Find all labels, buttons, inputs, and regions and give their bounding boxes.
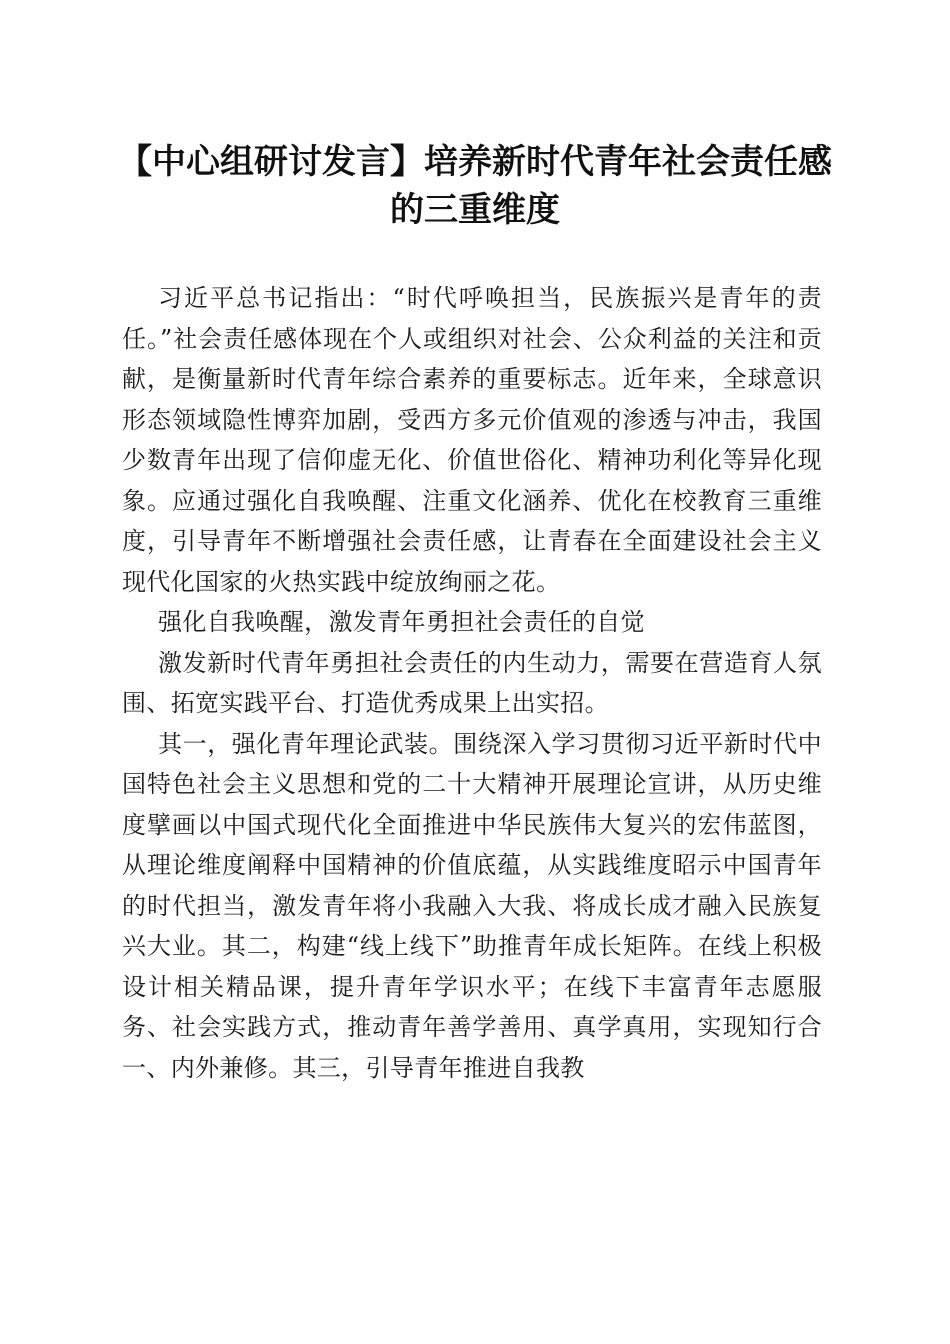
- paragraph-section-lead: 激发新时代青年勇担社会责任的内生动力，需要在营造育人氛围、拓宽实践平台、打造优秀成果上出实招。: [122, 648, 822, 717]
- paragraph-intro: 习近平总书记指出：“时代呼唤担当，民族振兴是青年的责任。”社会责任感体现在个人或组织对社会、公众利益的关注和贡献，是衡量新时代青年综合素养的重要标志。近年来，全球意识形态领域隐性博弈加剧，受西方多元价值观的渗透与冲击，我国少数青年出现了信仰虚无化、价值世俗化、精神功利化等异化现象。应通过强化自我唤醒、注重文化涵养、优化在校教育三重维度，引导青年不断增强社会责任感，让青春在全面建设社会主义现代化国家的火热实践中绽放绚丽之花。: [122, 284, 822, 596]
- paragraph-measures: 其一，强化青年理论武装。围绕深入学习贯彻习近平新时代中国特色社会主义思想和党的二十大精神开展理论宣讲，从历史维度擘画以中国式现代化全面推进中华民族伟大复兴的宏伟蓝图，从理论维度阐释中国精神的价值底蕴，从实践维度昭示中国青年的时代担当，激发青年将小我融入大我、将成长成才融入民族复兴大业。其二，构建“线上线下”助推青年成长矩阵。在线上积极设计相关精品课，提升青年学识水平；在线下丰富青年志愿服务、社会实践方式，推动青年善学善用、真学真用，实现知行合一、内外兼修。其三，引导青年推进自我教: [122, 729, 822, 1082]
- section-heading: 强化自我唤醒，激发青年勇担社会责任的自觉: [158, 608, 645, 636]
- document-title: 【中心组研讨发言】培养新时代青年社会责任感的三重维度: [118, 142, 832, 230]
- document-body: [122, 278, 822, 1088]
